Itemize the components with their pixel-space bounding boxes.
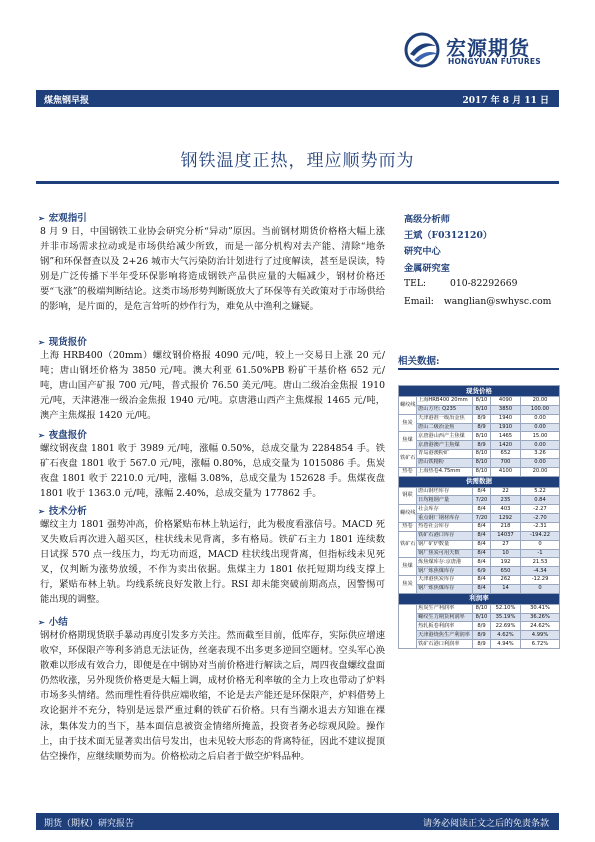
table-section-header [399, 476, 560, 487]
table-value: 14037 [491, 531, 521, 540]
table-item: 重点钢厂钢材库存 [417, 514, 473, 523]
table-item: 天津港烧焦生产利润率 [417, 631, 473, 640]
table-value: 1465 [491, 432, 521, 441]
table-category: 螺纹线 [399, 505, 417, 523]
logo-mark-icon [404, 32, 442, 68]
table-item: 钢厂炼焦煤库存 [417, 584, 473, 593]
table-value: 192 [491, 558, 521, 567]
section-heading-macro: ➢ 宏观指引 [38, 213, 87, 224]
report-series: 煤焦钢早报 [44, 96, 90, 106]
table-row [399, 567, 560, 576]
table-row [399, 458, 560, 467]
table-category [399, 604, 417, 648]
section-text-tech: 螺纹主力 1801 强势冲高，价格紧贴布林上轨运行，此为极度看涨信号。MACD 死叉失败后再次进入超买区，柱状线未见背离，多有格局。铁矿石主力 1801 连续数日试探 570 点一线压力，均无功而返，MACD 柱状线出现背离，但指标线未见死叉，仅判断为涨势放缓，不作为卖出依据。焦煤主力 1801 依托短期均线支撑上行，紧贴布林上轨。均线系统良好发散上行。RSI 却未能突破前期高点，因警惕可能出现的调整。 [40, 519, 385, 606]
table-item: 焦炭生产利润率 [417, 604, 473, 613]
table-item: 铁矿石港口利润率 [417, 640, 473, 649]
table-item: 日均粗钢产量 [417, 496, 473, 505]
table-item: 钢厂炼焦煤库存 [417, 567, 473, 576]
table-item: 炼焦煤库存:京唐港 [417, 558, 473, 567]
table-change: 24.62% [521, 622, 560, 631]
table-item: 天津港准一级冶金焦 [417, 414, 473, 423]
table-change: 5.22 [521, 487, 560, 496]
table-date: 8/9 [473, 631, 491, 640]
section-heading-night: ➢ 夜盘报价 [38, 430, 87, 441]
table-item: 天津港焦炭库存 [417, 576, 473, 585]
related-data-divider [398, 368, 559, 370]
table-item: 京唐港山西产主焦煤 [417, 432, 473, 441]
section-heading-tech: ➢ 技术分析 [38, 506, 87, 517]
table-row [399, 640, 560, 649]
table-change: 36.26% [521, 613, 560, 622]
table-item: 青岛港澳粉矿 [417, 450, 473, 459]
section-heading-spot: ➢ 现货报价 [38, 337, 87, 348]
table-section-header [399, 386, 560, 397]
report-date: 2017 年 8 月 11 日 [462, 96, 549, 106]
table-row [399, 622, 560, 631]
table-item: 钢厂矿炉数量 [417, 540, 473, 549]
table-date: 8/4 [473, 531, 491, 540]
table-row [399, 505, 560, 514]
table-category: 热卷 [399, 522, 417, 531]
table-date: 8/10 [473, 458, 491, 467]
table-value: 3850 [491, 405, 521, 414]
table-date: 8/10 [473, 467, 491, 476]
table-row [399, 450, 560, 459]
table-value: 4.62% [491, 631, 521, 640]
table-change: 20.00 [521, 397, 560, 406]
table-change: 0 [521, 584, 560, 593]
related-data-table [398, 385, 560, 649]
table-row [399, 467, 560, 476]
table-row [399, 487, 560, 496]
report-header-bar [36, 90, 559, 107]
table-row [399, 613, 560, 622]
table-value: 1910 [491, 423, 521, 432]
table-change: 0.00 [521, 414, 560, 423]
table-section-title: 现货价格 [399, 386, 560, 397]
table-row [399, 558, 560, 567]
table-row [399, 496, 560, 505]
table-row [399, 405, 560, 414]
table-row [399, 576, 560, 585]
arrow-icon: ➢ [38, 506, 45, 516]
table-change: 20.00 [521, 467, 560, 476]
table-date: 8/4 [473, 549, 491, 558]
table-date: 8/9 [473, 423, 491, 432]
company-logo [404, 30, 564, 72]
section-text-summary: 钢材价格期现货联手暴动再度引发多方关注。然而截至目前，低库存，实际供应增速收窄，环保限产等利多消息无法证伪，丝毫表现不出多更多逆回空题材。空头军心涣散难以形成有效合力，即便是在中钢协对当前价格进行解读之后，周四夜盘螺纹盘面仍然收涨，另外现货价格更是大幅上调，成材价格无利率敏的全力上攻也带动了炉料市场多头情绪。然而理性看待供应端收缩，不论是去产能还是环保限产，炉料借势上攻论据并不充分，特别是远景严重过剩的铁矿石价格。只有当潮水退去方知谁在裸泳，集体发力的当下，基本面信息被资金情绪所掩盖，投资者务必综观风险。操作上，由于技术面无显著卖出信号发出，也未见较大形态的背离特征，因此不建议提顶估空操作，应继续顺势而为。价格松动之后启者于做空炉料品种。 [40, 630, 385, 762]
table-change: 6.72% [521, 640, 560, 649]
arrow-icon: ➢ [38, 213, 45, 223]
table-value: 35.19% [491, 613, 521, 622]
table-date: 8/10 [473, 450, 491, 459]
table-date: 8/9 [473, 640, 491, 649]
table-row [399, 397, 560, 406]
table-category: 铁矿石 [399, 531, 417, 558]
table-value: 700 [491, 458, 521, 467]
table-change: 0.84 [521, 496, 560, 505]
table-value: 1292 [491, 514, 521, 523]
table-category: 焦煤 [399, 558, 417, 576]
table-change: -2.70 [521, 514, 560, 523]
analyst-email[interactable]: Email: wanglian@swhysc.com [404, 296, 552, 307]
table-category: 焦炭 [399, 576, 417, 594]
table-category: 焦煤 [399, 432, 417, 450]
table-row [399, 441, 560, 450]
table-date: 8/4 [473, 487, 491, 496]
table-value: 10 [491, 549, 521, 558]
arrow-icon: ➢ [38, 617, 45, 627]
table-row [399, 514, 560, 523]
table-item: 唐山铁精粉 [417, 458, 473, 467]
table-value: 1940 [491, 414, 521, 423]
table-item: 螺纹生力期货利润率 [417, 613, 473, 622]
table-change: 15.00 [521, 432, 560, 441]
table-value: 4.94% [491, 640, 521, 649]
table-change: -194.22 [521, 531, 560, 540]
table-item: 钢厂焦炭可用天数 [417, 549, 473, 558]
table-value: 650 [491, 567, 521, 576]
table-value: 1420 [491, 441, 521, 450]
table-value: 262 [491, 576, 521, 585]
table-value: 27 [491, 540, 521, 549]
arrow-icon: ➢ [38, 430, 45, 440]
footer-report-type: 期货（期权）研究报告 [44, 819, 135, 829]
table-category: 焦炭 [399, 414, 417, 432]
table-date: 8/9 [473, 622, 491, 631]
table-date: 7/20 [473, 496, 491, 505]
table-date: 8/4 [473, 584, 491, 593]
table-change: -4.34 [521, 567, 560, 576]
table-date: 8/9 [473, 414, 491, 423]
logo-name-en: HONGYUAN FUTURES [448, 57, 541, 66]
table-item: 社会库存 [417, 505, 473, 514]
table-change: 0.00 [521, 458, 560, 467]
table-date: 8/10 [473, 405, 491, 414]
table-value: 52.10% [491, 604, 521, 613]
table-row [399, 604, 560, 613]
table-item: 唐山二级冶金焦 [417, 423, 473, 432]
table-item: 京唐港澳产主焦煤 [417, 441, 473, 450]
table-item: 热轧板卷利润率 [417, 622, 473, 631]
analyst-name: 王斌（F0312120） [404, 230, 493, 241]
arrow-icon: ➢ [38, 337, 45, 347]
table-row [399, 540, 560, 549]
table-item: 铁矿石港口库存 [417, 531, 473, 540]
table-change: -1 [521, 549, 560, 558]
table-row [399, 631, 560, 640]
table-change: 3.26 [521, 450, 560, 459]
analyst-dept: 研究中心 [404, 246, 441, 257]
table-item: 唐山方坯: Q235 [417, 405, 473, 414]
table-row [399, 522, 560, 531]
table-item: 上海HRB400 20mm [417, 397, 473, 406]
table-item: 唐山钢坯库存 [417, 487, 473, 496]
table-change: 0.00 [521, 423, 560, 432]
table-value: 403 [491, 505, 521, 514]
table-date: 8/4 [473, 576, 491, 585]
table-category: 铁矿石 [399, 450, 417, 468]
analyst-title: 高级分析师 [404, 214, 450, 225]
table-row [399, 414, 560, 423]
table-item: 上海热卷4.75mm [417, 467, 473, 476]
title-divider [36, 181, 559, 184]
section-text-night: 螺纹钢夜盘 1801 收于 3989 元/吨，涨幅 0.50%，总成交量为 2284854 手。铁矿石夜盘 1801 收于 567.0 元/吨，涨幅 0.80%，总成交量为 1015086 手。焦炭夜盘 1801 收于 2210.0 元/吨，涨幅 3.08%，总成交量为 152628 手。焦煤夜盘 1801 收于 1363.0 元/吨，涨幅 2.40%，总成交量为 177862 手。 [40, 443, 385, 500]
table-change: 100.00 [521, 405, 560, 414]
section-heading-summary: ➢ 小结 [38, 617, 68, 628]
table-row [399, 531, 560, 540]
report-title: 钢铁温度正热，理应顺势而为 [180, 151, 415, 171]
table-date: 8/4 [473, 505, 491, 514]
table-row [399, 432, 560, 441]
table-category: 钢联 [399, 487, 417, 505]
analyst-team: 金属研究室 [404, 263, 450, 274]
table-value: 22.69% [491, 622, 521, 631]
table-date: 8/9 [473, 441, 491, 450]
table-value: 4100 [491, 467, 521, 476]
table-change: 4.99% [521, 631, 560, 640]
report-footer-bar [36, 813, 559, 830]
table-item: 热卷社会库存 [417, 522, 473, 531]
table-change: 0.00 [521, 441, 560, 450]
table-value: 14 [491, 584, 521, 593]
table-date: 8/4 [473, 558, 491, 567]
table-value: 4090 [491, 397, 521, 406]
analyst-tel: TEL: 010-82292669 [404, 278, 518, 289]
table-date: 6/9 [473, 567, 491, 576]
footer-disclaimer: 请务必阅读正文之后的免责条款 [422, 819, 549, 829]
table-date: 8/4 [473, 540, 491, 549]
table-change: -2.27 [521, 505, 560, 514]
table-value: 218 [491, 522, 521, 531]
table-change: 0 [521, 540, 560, 549]
table-section-title: 利润率 [399, 593, 560, 604]
table-value: 652 [491, 450, 521, 459]
table-change: -2.31 [521, 522, 560, 531]
table-row [399, 584, 560, 593]
table-date: 8/4 [473, 522, 491, 531]
section-text-spot: 上海 HRB400（20mm）螺纹钢价格报 4090 元/吨，较上一交易日上涨 20 元/吨；唐山钢坯价格为 3850 元/吨。澳大利亚 61.50%PB 粉矿干基价格 652 元/吨，唐山国产矿报 700 元/吨，普式报价 76.50 美元/吨。唐山二级冶金焦报 1910 元/吨，天津港准一级冶金焦报 1940 元/吨。京唐港山西产主焦煤报 1465 元/吨，澳产主焦煤报 1420 元/吨。 [40, 350, 385, 422]
table-row [399, 549, 560, 558]
table-date: 7/20 [473, 514, 491, 523]
table-change: -12.29 [521, 576, 560, 585]
table-date: 8/10 [473, 397, 491, 406]
table-value: 22 [491, 487, 521, 496]
table-row [399, 423, 560, 432]
logo-name-cn: 宏源期货 [446, 36, 530, 60]
section-text-macro: 8 月 9 日，中国钢铁工业协会研究分析“异动”原因。当前钢材期货价格格大幅上涨并非市场需求拉动或是市场供给减少所致，而是一部分机构对去产能、清除“地条钢”和环保督查以及 2+26 城市大气污染防治计划进行了过度解读，甚至是误读，特别是广泛传播下半年受环保影响将造成钢铁产品供应量的大幅减少，钢材价格还要“飞涨”的极端判断结论。这类市场形势判断既放大了环保等有关政策对于市场供给的影响，是片面的，是危言耸听的炒作行为，难免从中渔利之嫌疑。 [40, 226, 385, 313]
table-category: 热卷 [399, 467, 417, 476]
table-date: 8/10 [473, 432, 491, 441]
table-change: 30.41% [521, 604, 560, 613]
table-section-title: 供需数据 [399, 476, 560, 487]
table-date: 8/10 [473, 613, 491, 622]
table-value: 235 [491, 496, 521, 505]
table-change: 21.53 [521, 558, 560, 567]
table-category: 螺纹线 [399, 397, 417, 415]
related-data-heading: 相关数据: [398, 356, 440, 367]
table-date: 8/10 [473, 604, 491, 613]
table-section-header [399, 593, 560, 604]
